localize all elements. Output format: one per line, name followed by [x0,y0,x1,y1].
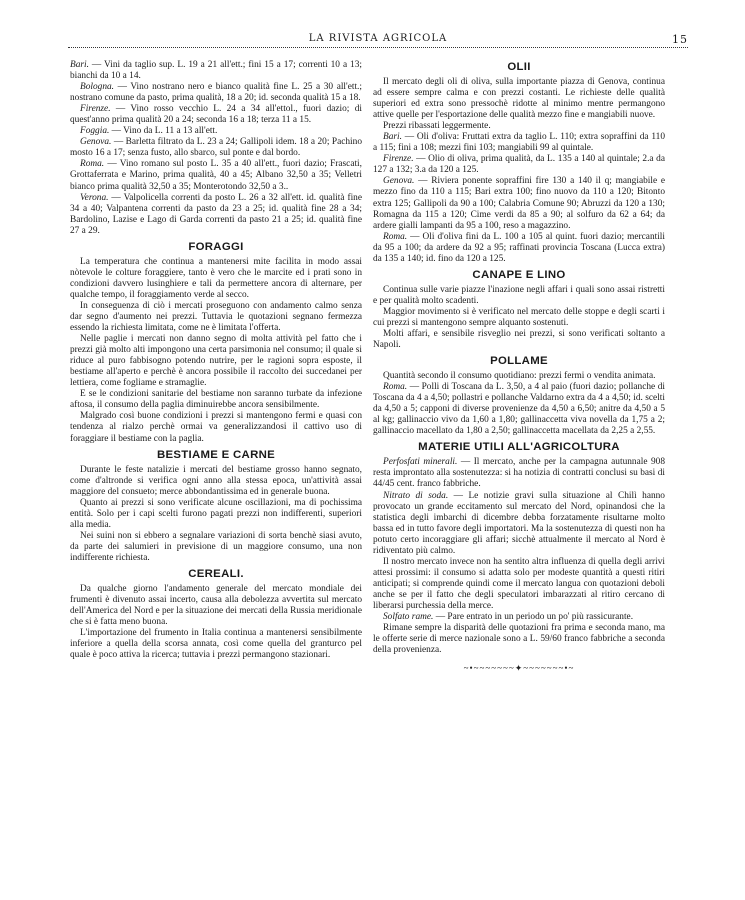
cereali-paragraph: L'importazione del frumento in Italia continua a mantenersi sensibilmente inferiore a quella della scorsa annata, così come quella del granturco pel quale è poco attiva la ricerca; tuttavia i prezzi permangono stazionari. [70,628,362,661]
bestiame-paragraph: Quanto ai prezzi si sono verificate alcune oscillazioni, ma di pochissima entità. Solo per i capi scelti furono pagati prezzi non indifferenti, superiori alla media. [70,497,362,530]
vini-genova: Genova. — Barletta filtrato da L. 23 a 24; Gallipoli idem. 18 a 20; Pachino mosto 16 a 17; senza fusto, allo sbarco, sul ponte e dal bordo. [70,137,362,159]
foraggi-heading: FORAGGI [188,240,244,253]
foraggi-paragraph: La temperatura che continua a mantenersi mite facilita in modo assai nòtevole le colture foraggiere, tanto è vero che le marcite ed i prati sono in condizioni davvero lusinghiere e tali da permettere ancora di alternare, per qualche tempo, il foraggiamento verde al secco. [70,256,362,300]
vini-bologna: Bologna. — Vino nostrano nero e bianco qualità fine L. 25 a 30 all'ett.; nostrano comune da pasto, prima qualità, 18 a 20; id. seconda qualità 15 a 18. [70,82,362,104]
foraggi-paragraph: In conseguenza di ciò i mercati proseguono con andamento calmo senza dar segno d'aumento nei prezzi. Tuttavia le quotazioni segnano fermezza essendo la richiesta limitata, come ne è limitata l'offerta. [70,300,362,334]
foraggi-paragraph: Nelle paglie i mercati non danno segno di molta attività pel fatto che i prezzi già molto alti impongono una certa parsimonia nel consumo; il quale si riduce al puro fabbisogno potendo nutrire, per le ragioni sopra esposte, il bestiame all'aperto e perchè è ancora possibile il raccolto dei succedanei per lettiera, come fogliame e stramaglie. [70,334,362,389]
page-number: 15 [672,33,688,46]
cereali-paragraph: Da qualche giorno l'andamento generale del mercato mondiale dei frumenti è divenuto assai incerto, causa alla debolezza avvertita sul mercato dell'America del Nord e per la situazione dei mercati della Russia meridionale che si è fatta meno buona. [70,583,363,628]
bestiame-paragraph: Durante le feste natalizie i mercati del bestiame grosso hanno segnato, come d'altronde si verifica ogni anno alla stessa epoca, un'attività assai maggiore del consueto; merce abbondantissima ed in generale buona. [70,464,362,497]
vini-bari: Bari. — Vini da taglio sup. L. 19 a 21 all'ett.; fini 15 a 17; correnti 10 a 13; bianchi da 10 a 14. [70,60,362,82]
canape-paragraph: Molti affari, e sensibile risveglio nei prezzi, si sono verificati soltanto a Napoli. [373,328,665,351]
materie-perfosfati: Perfosfati minerali. — Il mercato, anche per la campagna autunnale 908 resta improntato alla sostenutezza: si ha notizia di contratti conclusi su basi di 44/45 cent. franco fabbriche. [373,457,665,490]
olii-paragraph: Prezzi ribassati leggermente. [383,121,491,132]
materie-paragraph: Il nostro mercato invece non ha sentito altra influenza di quella degli arrivi attesi prossimi: il consumo si adatta solo per modeste quantità a questi ritiri anticipati; si comprende quindi come il mercato langua con quotazioni deboli anche se per il fatto che degli speculatori imbarazzati al ritiro cercano di liberarsi purchessia della merce. [373,556,665,611]
left-column [70,60,362,661]
olii-bari: Bari. — Oli d'oliva: Fruttati extra da taglio L. 110; extra sopraffini da 110 a 115; fini a 108; mezzi fini 103; mangiabili 99 al quintale. [373,132,665,154]
bestiame-heading: BESTIAME E CARNE [156,448,276,461]
page-header [68,33,688,47]
end-ornament: ~•~~~~~~~✦~~~~~~~•~ [463,663,575,674]
right-column [373,60,665,674]
vini-firenze: Firenze. — Vino rosso vecchio L. 24 a 34 all'ettol., fuori dazio; di quest'anno prima qualità 20 a 24; seconda 16 a 18; terza 11 a 15. [70,104,362,126]
vini-verona: Verona. — Valpolicella correnti da posto L. 26 a 32 all'ett. id. qualità fine 34 a 40; Valpantena correnti da pasto da 23 a 25; id. qualità fine 28 a 34; Bardolino, Lazise e Lago di Garda correnti da pasto 21 a 25; id. qualità fine 27 a 29. [70,192,362,236]
canape-paragraph: Continua sulle varie piazze l'inazione negli affari i quali sono assai ristretti e per qualità molto scadenti. [373,284,665,306]
foraggi-paragraph: E se le condizioni sanitarie del bestiame non saranno turbate da infezione aftosa, il consumo della paglia diminuirebbe ancora sensibilmente. [70,389,362,411]
running-title: LA RIVISTA AGRICOLA [308,33,448,44]
header-rule [68,47,688,48]
materie-closing: Rimane sempre la disparità delle quotazioni fra prima e seconda mano, ma le offerte serie di merce nazionale sono a L. 59/60 franco fabbriche a seconda della provenienza. [373,623,665,656]
olii-firenze: Firenze. — Olio di oliva, prima qualità, da L. 135 a 140 al quintale; 2.a da 127 a 132; 3.a da 120 a 125. [373,154,665,176]
materie-nitrato: Nitrato di soda. — Le notizie gravi sulla situazione al Chilì hanno provocato un grande eccitamento sul mercato del Nord, opinandosi che la statistica degli imbarchi di dicembre debba forzatamente risultarne molto bassa ed in tutto favore degli importatori. Ma la sostenutezza di questi non ha potuto certo incoraggiare gli affari; sicchè attualmente il mercato al Nord è ridiventato più calmo. [373,490,665,556]
foraggi-paragraph: Malgrado così buone condizioni i prezzi si mantengono fermi e quasi con tendenza al rialzo perchè ormai va generalizzandosi il cattivo uso di foraggiare il bestiame con la paglia. [70,411,362,444]
pollame-roma: Roma. — Polli di Toscana da L. 3,50, a 4 al paio (fuori dazio; pollanche di Toscana da 4 a 4,50; pollastri e pollanche Valdarno extra da 4 a 4,50; id. scelti da 4,50 a 5; capponi di diverse provenienze da 4,50 a 6,50; anitre da 4,50 a 5 al kg; gallinaccio vivo da 1,60 a 1,80; gallinaccetta viva novella da 1,75 a 2; gallinaccio macellato da 1,80 a 2,50; gallinaccetta macellata da 2,25 a 2,55. [373,382,665,437]
cereali-heading: CEREALI. [188,567,244,580]
pollame-paragraph: Quantità secondo il consumo quotidiano: prezzi fermi o vendita animata. [383,371,656,382]
olii-heading: OLII [507,61,531,73]
vini-foggia: Foggia. — Vino da L. 11 a 13 all'ett. [80,126,218,137]
olii-paragraph: Il mercato degli oli di oliva, sulla importante piazza di Genova, continua ad essere sempre calma e con prezzi costanti. Le richieste delle qualità superiori ed extra sono pressochè ridotte al minimo mentre permangono attive quelle per l'esportazione delle qualità mezzo fine e mangiabili nuove. [373,77,665,121]
bestiame-paragraph: Nei suini non si ebbero a segnalare variazioni di sorta benchè siasi avuto, da parte dei salumieri in previsione di un maggiore consumo, una non indifferente richiesta. [70,530,362,563]
canape-paragraph: Maggior movimento si è verificato nel mercato delle stoppe e degli scarti i cui prezzi si mantengono sempre alquanto sostenuti. [373,306,665,328]
materie-solfato: Solfato rame. — Pare entrato in un periodo un po' più rassicurante. [383,612,634,623]
materie-heading: MATERIE UTILI ALL'AGRICOLTURA [418,441,620,454]
vini-roma: Roma. — Vino romano sul posto L. 35 a 40 all'ett., fuori dazio; Frascati, Grottaferrata e Marino, prima qualità, 40 a 45; Albano 32,50 a 35; Velletri bianco prima qualità 32,50 a 35; Monterotondo 32,50 a 3.. [70,159,362,192]
pollame-heading: POLLAME [490,355,548,368]
canape-heading: CANAPE E LINO [472,268,566,281]
olii-roma: Roma. — Oli d'oliva fini da L. 100 a 105 al quint. fuori dazio; mercantili da 95 a 100; da ardere da 92 a 95; raffinati provincia Toscana (Lucca extra) da 135 a 140; id. fino da 120 a 125. [373,231,665,264]
olii-genova: Genova. — Riviera ponente sopraffini fire 130 a 140 il q; mangiabile e mezzo fino da 110 a 115; Bari extra 100; fino nuovo da 110 a 120; Bitonto extra 125; Gallipoli da 90 a 100; Calabria Comune 90; Abruzzi da 120 a 130; Romagna da 115 a 120; Cime verdi da 85 a 90; al solfuro da 62 a 64; da ardere gialli lampanti da 95 a 100, reso a magazzino. [373,176,665,231]
